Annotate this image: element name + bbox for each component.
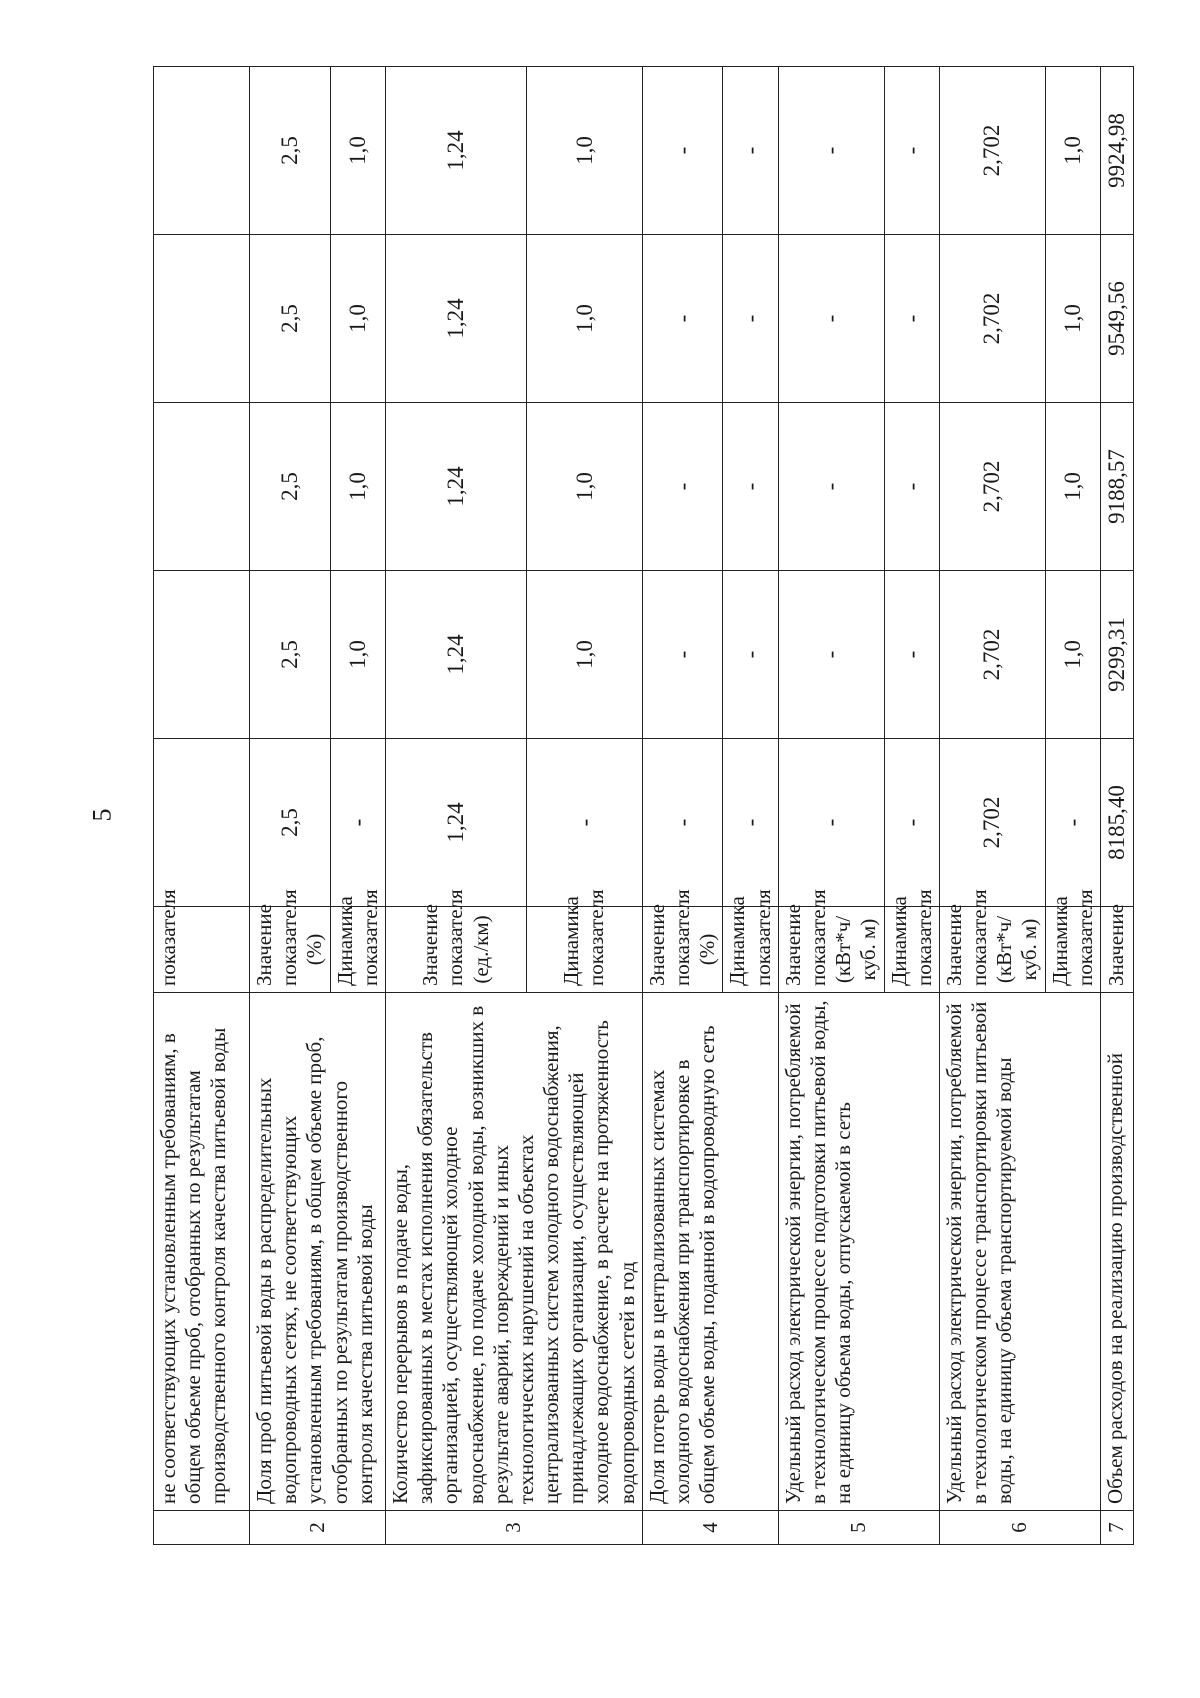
indicator-description: Доля потерь воды в централизованных системах холодного водоснабжения при транспортировке в общем объеме воды, поданной в водопроводную сеть bbox=[642, 993, 778, 1511]
row-number: 3 bbox=[385, 1511, 642, 1545]
value-cell: - bbox=[884, 235, 939, 403]
table-row bbox=[939, 67, 1045, 1545]
value-cell: - bbox=[778, 403, 884, 571]
indicator-description: Доля проб питьевой воды в распределительных водопроводных сетях, не соответствующих установленным требованиям, в общем объеме проб, отобранных по результатам производственного контроля качества питьевой воды bbox=[250, 993, 386, 1511]
value-cell: 1,0 bbox=[526, 67, 642, 235]
indicator-description: Количество перерывов в подаче воды, зафиксированных в местах исполнения обязательств организацией, осуществляющей холодное водоснабжение, по подаче холодной воды, возникших в результате аварий, повреждений и иных технологических нарушений на объектах централизованных систем холодного водоснабжения, принадлежащих организации, осуществляющей холодное водоснабжение, в расчете на протяженность водопроводных сетей в год bbox=[385, 993, 642, 1511]
value-cell: - bbox=[778, 235, 884, 403]
value-cell: - bbox=[723, 403, 778, 571]
value-cell: 2,702 bbox=[939, 571, 1045, 739]
row-number bbox=[154, 1511, 250, 1545]
row-number: 5 bbox=[778, 1511, 939, 1545]
value-cell: 1,0 bbox=[330, 571, 385, 739]
value-cell: - bbox=[884, 739, 939, 907]
indicator-unit: показателя bbox=[154, 907, 250, 993]
indicator-unit: Значение bbox=[1101, 907, 1134, 993]
value-cell: - bbox=[778, 739, 884, 907]
value-cell: - bbox=[884, 403, 939, 571]
value-cell: 1,0 bbox=[330, 403, 385, 571]
value-cell bbox=[154, 739, 250, 907]
row-number: 2 bbox=[250, 1511, 386, 1545]
table-row bbox=[250, 67, 331, 1545]
value-cell: 1,24 bbox=[385, 571, 526, 739]
value-cell: 1,24 bbox=[385, 739, 526, 907]
value-cell: - bbox=[778, 67, 884, 235]
value-cell: - bbox=[884, 67, 939, 235]
value-cell: 9188,57 bbox=[1101, 403, 1134, 571]
value-cell: 1,0 bbox=[526, 571, 642, 739]
value-cell: 9549,56 bbox=[1101, 235, 1134, 403]
indicator-unit: Значение показателя (%) bbox=[250, 907, 331, 993]
value-cell: - bbox=[642, 571, 723, 739]
value-cell: - bbox=[723, 235, 778, 403]
value-cell: - bbox=[723, 67, 778, 235]
value-cell: - bbox=[330, 739, 385, 907]
value-cell: 9299,31 bbox=[1101, 571, 1134, 739]
indicator-unit: Значение показателя (кВт*ч/куб. м) bbox=[778, 907, 884, 993]
value-cell: 2,702 bbox=[939, 67, 1045, 235]
value-cell: 2,5 bbox=[250, 403, 331, 571]
value-cell: 8185,40 bbox=[1101, 739, 1134, 907]
page-number: 5 bbox=[87, 808, 117, 822]
value-cell: - bbox=[642, 403, 723, 571]
value-cell: 1,0 bbox=[1045, 403, 1100, 571]
value-cell: - bbox=[723, 571, 778, 739]
value-cell: 2,702 bbox=[939, 403, 1045, 571]
table-row bbox=[154, 67, 250, 1545]
indicator-description: Объем расходов на реализацию производственной bbox=[1101, 993, 1134, 1511]
value-cell bbox=[154, 67, 250, 235]
value-cell bbox=[154, 403, 250, 571]
value-cell: 1,0 bbox=[330, 67, 385, 235]
indicator-unit: Динамика показателя bbox=[723, 907, 778, 993]
value-cell: 1,24 bbox=[385, 235, 526, 403]
value-cell: 2,702 bbox=[939, 739, 1045, 907]
value-cell: 9924,98 bbox=[1101, 67, 1134, 235]
value-cell: - bbox=[526, 739, 642, 907]
value-cell: 1,0 bbox=[1045, 67, 1100, 235]
value-cell bbox=[154, 235, 250, 403]
table-row bbox=[778, 67, 884, 1545]
indicator-unit: Динамика показателя bbox=[330, 907, 385, 993]
rotated-table-wrapper bbox=[153, 67, 1129, 1545]
indicators-table bbox=[153, 66, 1134, 1545]
row-number: 7 bbox=[1101, 1511, 1134, 1545]
indicator-unit: Значение показателя (%) bbox=[642, 907, 723, 993]
value-cell: 2,5 bbox=[250, 235, 331, 403]
value-cell: - bbox=[642, 235, 723, 403]
indicator-unit: Динамика показателя bbox=[526, 907, 642, 993]
indicator-description: не соответствующих установленным требованиям, в общем объеме проб, отобранных по результатам производственного контроля качества питьевой воды bbox=[154, 993, 250, 1511]
value-cell: 2,702 bbox=[939, 235, 1045, 403]
indicator-unit: Динамика показателя bbox=[884, 907, 939, 993]
value-cell: - bbox=[723, 739, 778, 907]
table-row bbox=[642, 67, 723, 1545]
value-cell: 1,24 bbox=[385, 403, 526, 571]
row-number: 4 bbox=[642, 1511, 778, 1545]
value-cell: 1,0 bbox=[330, 235, 385, 403]
table-row bbox=[385, 67, 526, 1545]
value-cell: - bbox=[642, 67, 723, 235]
value-cell: - bbox=[1045, 739, 1100, 907]
value-cell: 1,0 bbox=[526, 403, 642, 571]
value-cell: 1,24 bbox=[385, 67, 526, 235]
value-cell: 1,0 bbox=[1045, 235, 1100, 403]
value-cell: 2,5 bbox=[250, 739, 331, 907]
value-cell bbox=[154, 571, 250, 739]
indicator-unit: Динамика показателя bbox=[1045, 907, 1100, 993]
indicator-description: Удельный расход электрической энергии, потребляемой в технологическом процессе транспортировки питьевой воды, на единицу объема транспортируемой воды bbox=[939, 993, 1100, 1511]
table-body bbox=[154, 67, 1134, 1545]
value-cell: 1,0 bbox=[526, 235, 642, 403]
row-number: 6 bbox=[939, 1511, 1100, 1545]
value-cell: - bbox=[642, 739, 723, 907]
value-cell: - bbox=[884, 571, 939, 739]
indicator-unit: Значение показателя (ед./км) bbox=[385, 907, 526, 993]
table-row bbox=[1101, 67, 1134, 1545]
value-cell: - bbox=[778, 571, 884, 739]
value-cell: 1,0 bbox=[1045, 571, 1100, 739]
value-cell: 2,5 bbox=[250, 571, 331, 739]
indicator-unit: Значение показателя (кВт*ч/куб. м) bbox=[939, 907, 1045, 993]
value-cell: 2,5 bbox=[250, 67, 331, 235]
indicator-description: Удельный расход электрической энергии, потребляемой в технологическом процессе подготовки питьевой воды, на единицу объема воды, отпускаемой в сеть bbox=[778, 993, 939, 1511]
